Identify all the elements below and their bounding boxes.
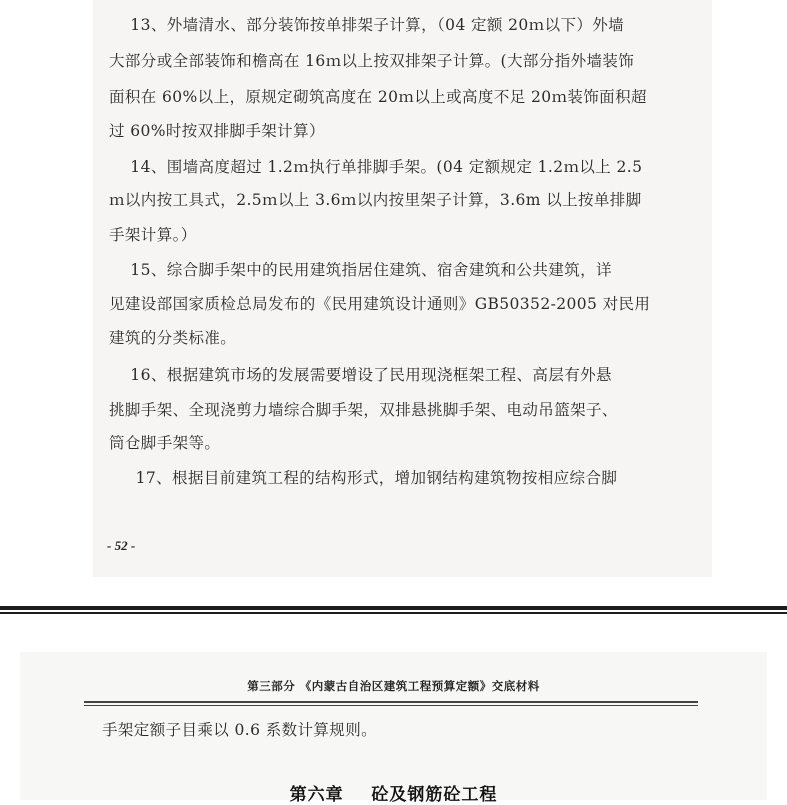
- text-line: 面积在 60%以上，原规定砌筑高度在 20ｍ以上或高度不足 20ｍ装饰面积超: [109, 88, 647, 106]
- continuation-text: 手架定额子目乘以 0.6 系数计算规则。: [102, 721, 378, 739]
- page-52: [93, 0, 712, 577]
- page-separator: [0, 606, 787, 610]
- text-line: 筒仓脚手架等。: [109, 434, 221, 452]
- text-line: 建筑的分类标准。: [109, 329, 237, 347]
- text-line: 见建设部国家质检总局发布的《民用建筑设计通则》GB50352-2005 对民用: [109, 295, 651, 313]
- page-53: [20, 652, 767, 805]
- text-line: 14、围墙高度超过 1.2ｍ执行单排脚手架。(04 定额规定 1.2ｍ以上 2.5: [109, 158, 643, 176]
- text-line: 手架计算。）: [109, 226, 197, 244]
- page-number: - 52 -: [107, 538, 136, 553]
- text-line: 16、根据建筑市场的发展需要增设了民用现浇框架工程、高层有外悬: [109, 366, 612, 384]
- text-line: 13、外墙清水、部分装饰按单排架子计算，（04 定额 20ｍ以下）外墙: [109, 16, 625, 34]
- page-separator-thin: [0, 612, 787, 614]
- text-line: ｍ以内按工具式，2.5ｍ以上 3.6ｍ以内按里架子计算，3.6m 以上按单排脚: [109, 191, 642, 209]
- text-line: 大部分或全部装饰和檐高在 16ｍ以上按双排架子计算。(大部分指外墙装饰: [109, 52, 635, 70]
- text-line: 15、综合脚手架中的民用建筑指居住建筑、宿舍建筑和公共建筑，详: [109, 261, 612, 279]
- header-rule: [84, 701, 698, 703]
- header-rule-thin: [84, 705, 698, 706]
- running-header: 第三部分 《内蒙古自治区建筑工程预算定额》交底材料: [247, 679, 540, 693]
- text-line: 过 60%时按双排脚手架计算）: [109, 122, 325, 140]
- text-line: 17、根据目前建筑工程的结构形式，增加钢结构建筑物按相应综合脚: [109, 469, 618, 487]
- text-line: 挑脚手架、全现浇剪力墙综合脚手架，双排悬挑脚手架、电动吊篮架子、: [109, 401, 618, 419]
- chapter-title: 第六章 砼及钢筋砼工程: [289, 785, 498, 805]
